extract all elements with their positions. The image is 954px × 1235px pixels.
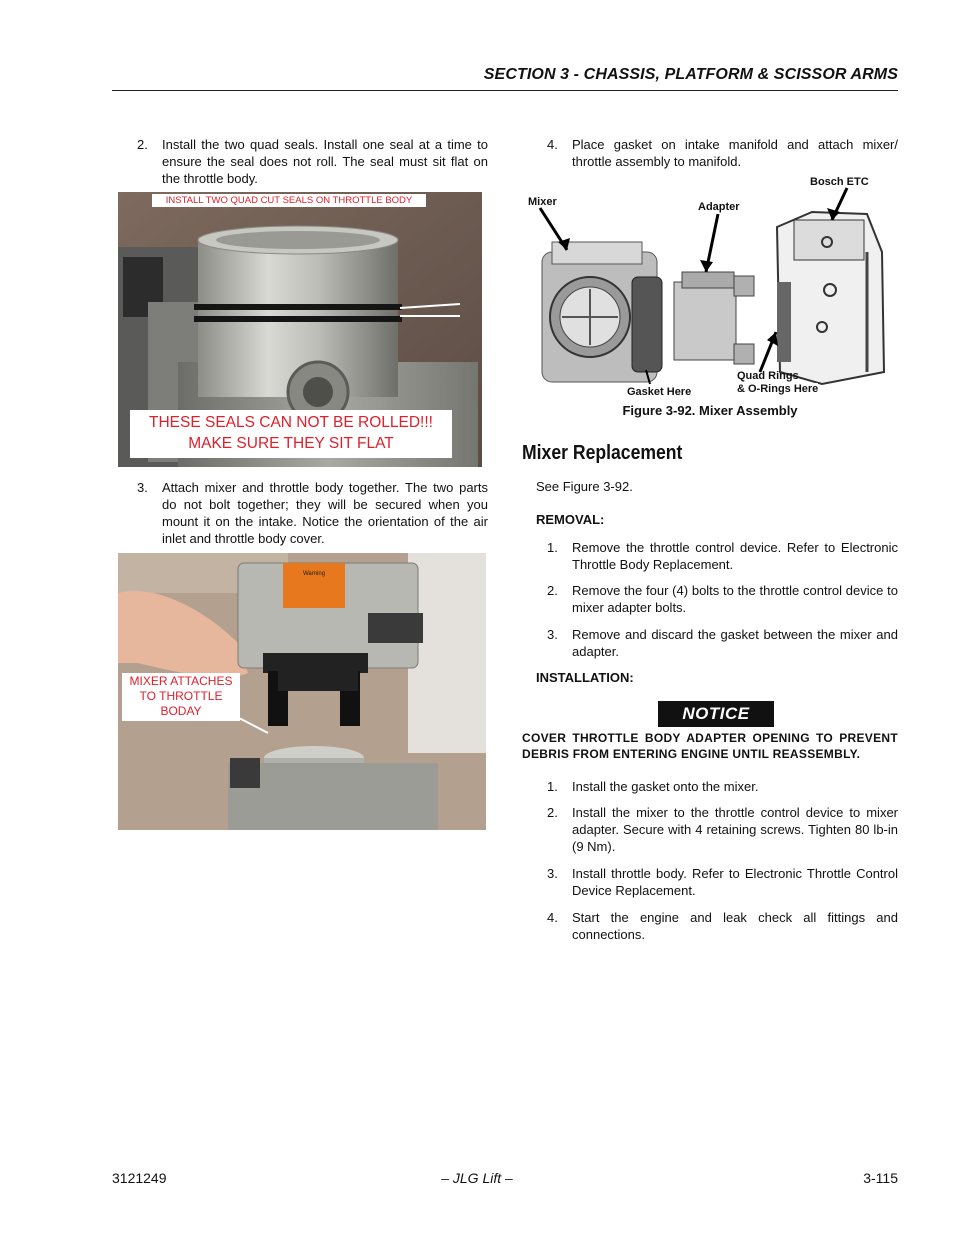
section-heading: Mixer Replacement [522, 442, 683, 464]
removal-step-2 [547, 582, 898, 618]
photo-quad-seals [118, 192, 482, 467]
step-text: Install throttle body. Refer to Electronic Throttle Control Device Replacement. [572, 866, 898, 898]
photo-mixer-attach [118, 553, 486, 830]
step-number: 1. [547, 779, 558, 794]
notice-badge: NOTICE [658, 701, 774, 727]
step-number: 3. [547, 627, 558, 642]
step-text: Install the gasket onto the mixer. [572, 779, 759, 794]
section-title: SECTION 3 - CHASSIS, PLATFORM & SCISSOR ARMS [483, 66, 898, 83]
step-number: 2. [547, 805, 558, 820]
label-bosch-etc: Bosch ETC [810, 176, 869, 188]
step-text: Attach mixer and throttle body together. The two parts do not bolt together; they will be secured when you mount it on the intake. Notice the orientation of the air inlet and throttle body cover. [162, 480, 488, 546]
photo-warning-line-1: THESE SEALS CAN NOT BE ROLLED!!! [149, 414, 433, 431]
step-number: 3. [137, 480, 148, 495]
installation-step-2 [547, 804, 898, 856]
photo-label-line-2: TO THROTTLE [139, 689, 223, 703]
photo-warning-line-2: MAKE SURE THEY SIT FLAT [188, 435, 394, 452]
step-4 [547, 136, 898, 172]
installation-label: INSTALLATION: [536, 670, 634, 685]
step-text: Remove the four (4) bolts to the throttle control device to mixer adapter bolts. [572, 583, 898, 615]
step-number: 4. [547, 910, 558, 925]
label-o-rings: & O-Rings Here [737, 383, 819, 395]
label-quad-rings: Quad Rings [737, 370, 799, 382]
document-number: 3121249 [112, 1170, 167, 1186]
label-gasket: Gasket Here [627, 386, 692, 398]
footer-brand: – JLG Lift – [441, 1170, 513, 1186]
step-number: 2. [137, 137, 148, 152]
step-text: Install the mixer to the throttle control device to mixer adapter. Secure with 4 retaining screws. Tighten 80 lb-in (9 Nm). [572, 805, 898, 854]
label-mixer: Mixer [528, 196, 557, 208]
photo-label-line-1: MIXER ATTACHES [129, 674, 233, 688]
step-number: 4. [547, 137, 558, 152]
page-number: 3-115 [863, 1170, 898, 1186]
photo-label-line-3: BODAY [160, 704, 202, 718]
header-divider [112, 90, 898, 91]
warning-sticker-text: Warning [302, 571, 326, 577]
see-figure-ref: See Figure 3-92. [536, 479, 633, 494]
mixer-assembly-figure [522, 172, 898, 402]
step-text: Start the engine and leak check all fittings and connections. [572, 910, 898, 942]
figure-caption: Figure 3-92. Mixer Assembly [622, 403, 798, 418]
step-3 [137, 479, 488, 549]
step-text: Place gasket on intake manifold and attach mixer/ throttle assembly to manifold. [572, 137, 898, 169]
removal-step-3 [547, 626, 898, 662]
installation-step-4 [547, 909, 898, 945]
step-2 [137, 136, 488, 188]
step-text: Install the two quad seals. Install one seal at a time to ensure the seal does not roll. The seal must sit flat on the throttle body. [162, 137, 488, 186]
removal-step-1 [547, 539, 898, 575]
step-number: 3. [547, 866, 558, 881]
removal-label: REMOVAL: [536, 512, 605, 527]
installation-step-3 [547, 865, 898, 901]
photo-label-top: INSTALL TWO QUAD CUT SEALS ON THROTTLE BODY [165, 195, 413, 206]
step-number: 1. [547, 540, 558, 555]
label-adapter: Adapter [698, 201, 740, 213]
step-text: Remove and discard the gasket between the mixer and adapter. [572, 627, 898, 659]
notice-text: COVER THROTTLE BODY ADAPTER OPENING TO PREVENT DEBRIS FROM ENTERING ENGINE UNTIL REASSEMBLY. [522, 731, 898, 761]
step-number: 2. [547, 583, 558, 598]
installation-step-1 [547, 778, 898, 796]
step-text: Remove the throttle control device. Refer to Electronic Throttle Body Replacement. [572, 540, 898, 572]
